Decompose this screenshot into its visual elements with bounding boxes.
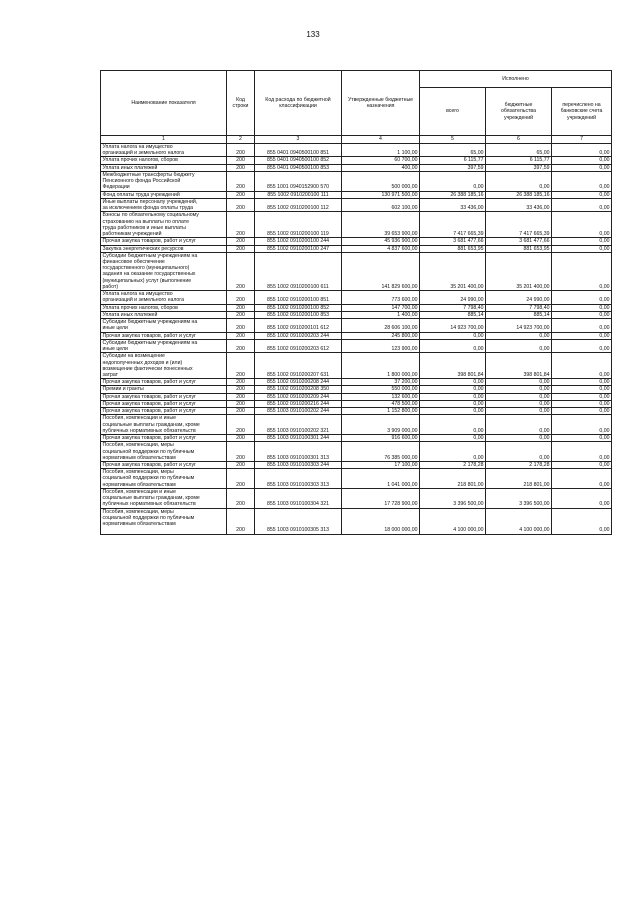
row-indicator-name: Прочая закупка товаров, работ и услуг [101, 332, 227, 339]
row-indicator-name: Прочая закупка товаров, работ и услуг [101, 462, 227, 469]
header-budget-classification-code: Код расхода по бюджетной классификации [255, 71, 342, 136]
row-classification-code: 855 1003 0910100304 321 [255, 488, 342, 508]
row-transferred-amount: 0,00 [552, 386, 612, 393]
column-number: 4 [342, 136, 420, 144]
row-budget-obligations: 6 115,77 [486, 157, 552, 164]
row-transferred-amount: 0,00 [552, 400, 612, 407]
row-line-code: 200 [227, 164, 255, 171]
row-transferred-amount: 0,00 [552, 198, 612, 211]
row-executed-total: 0,00 [420, 435, 486, 442]
table-row [101, 212, 612, 238]
row-budget-obligations: 0,00 [486, 442, 552, 462]
row-classification-code: 855 1002 0910200100 111 [255, 191, 342, 198]
table-row [101, 435, 612, 442]
row-line-code: 200 [227, 469, 255, 489]
row-line-code: 200 [227, 393, 255, 400]
row-classification-code: 855 1003 0910100301 244 [255, 435, 342, 442]
column-number: 3 [255, 136, 342, 144]
row-line-code: 200 [227, 191, 255, 198]
row-executed-total: 0,00 [420, 442, 486, 462]
row-indicator-name: Пособия, компенсации, меры социальной поддержки по публичным нормативным обязательствам [101, 442, 227, 462]
row-transferred-amount: 0,00 [552, 339, 612, 352]
row-budget-obligations: 885,14 [486, 311, 552, 318]
row-approved-amount: 28 606 100,00 [342, 319, 420, 332]
row-line-code: 200 [227, 386, 255, 393]
row-approved-amount: 39 653 900,00 [342, 212, 420, 238]
row-indicator-name: Субсидии бюджетным учреждениям на финансовое обеспечение государственного (муниципального) задания на оказание государственных (муниципальных) услуг (выполнение работ) [101, 252, 227, 290]
row-transferred-amount: 0,00 [552, 415, 612, 435]
row-executed-total: 65,00 [420, 144, 486, 157]
row-executed-total: 2 178,28 [420, 462, 486, 469]
row-budget-obligations: 0,00 [486, 393, 552, 400]
row-transferred-amount: 0,00 [552, 245, 612, 252]
row-budget-obligations: 218 801,00 [486, 469, 552, 489]
row-approved-amount: 602 100,00 [342, 198, 420, 211]
table-row [101, 304, 612, 311]
row-indicator-name: Пособия, компенсации, меры социальной поддержки по публичным нормативным обязательствам [101, 508, 227, 534]
row-classification-code: 855 1002 0910200100 119 [255, 212, 342, 238]
row-classification-code: 855 1002 0910200208 350 [255, 386, 342, 393]
row-executed-total: 3 681 477,66 [420, 238, 486, 245]
row-executed-total: 0,00 [420, 332, 486, 339]
row-approved-amount: 45 936 900,00 [342, 238, 420, 245]
table-header [101, 71, 612, 144]
row-executed-total: 14 923 700,00 [420, 319, 486, 332]
row-classification-code: 855 1002 0910200101 612 [255, 319, 342, 332]
row-classification-code: 855 1003 0910100305 313 [255, 508, 342, 534]
row-budget-obligations: 24 990,00 [486, 291, 552, 304]
row-indicator-name: Уплата прочих налогов, сборов [101, 304, 227, 311]
row-budget-obligations: 33 436,00 [486, 198, 552, 211]
table-row [101, 408, 612, 415]
header-executed-total: всего [420, 88, 486, 136]
row-approved-amount: 4 837 600,00 [342, 245, 420, 252]
row-approved-amount: 1 152 800,00 [342, 408, 420, 415]
row-transferred-amount: 0,00 [552, 191, 612, 198]
row-approved-amount: 18 000 000,00 [342, 508, 420, 534]
row-indicator-name: Прочая закупка товаров, работ и услуг [101, 238, 227, 245]
table-row [101, 386, 612, 393]
row-classification-code: 855 1002 0910200100 611 [255, 252, 342, 290]
column-number-row [101, 136, 612, 144]
row-budget-obligations: 397,59 [486, 164, 552, 171]
row-transferred-amount: 0,00 [552, 252, 612, 290]
row-executed-total: 0,00 [420, 171, 486, 191]
row-classification-code: 855 1002 0910200100 247 [255, 245, 342, 252]
row-budget-obligations: 3 396 500,00 [486, 488, 552, 508]
row-budget-obligations: 2 178,28 [486, 462, 552, 469]
row-approved-amount: 400,00 [342, 164, 420, 171]
table-row [101, 442, 612, 462]
row-executed-total: 26 388 185,16 [420, 191, 486, 198]
row-transferred-amount: 0,00 [552, 435, 612, 442]
row-transferred-amount: 0,00 [552, 304, 612, 311]
row-classification-code: 855 1002 0910200100 852 [255, 304, 342, 311]
row-indicator-name: Пособия, компенсации и иные социальные выплаты гражданам, кроме публичных нормативных обязательств [101, 488, 227, 508]
header-line-code: Код строки [227, 71, 255, 136]
row-executed-total: 881 653,95 [420, 245, 486, 252]
row-classification-code: 855 0401 0940500100 851 [255, 144, 342, 157]
row-budget-obligations: 0,00 [486, 379, 552, 386]
row-approved-amount: 1 100,00 [342, 144, 420, 157]
row-line-code: 200 [227, 319, 255, 332]
row-approved-amount: 773 600,00 [342, 291, 420, 304]
column-number: 6 [486, 136, 552, 144]
table-row [101, 469, 612, 489]
row-budget-obligations: 65,00 [486, 144, 552, 157]
row-indicator-name: Межбюджетные трансферты бюджету Пенсионного фонда Российской Федерации [101, 171, 227, 191]
row-indicator-name: Прочая закупка товаров, работ и услуг [101, 400, 227, 407]
row-approved-amount: 141 829 600,00 [342, 252, 420, 290]
row-executed-total: 0,00 [420, 400, 486, 407]
row-line-code: 200 [227, 508, 255, 534]
row-classification-code: 855 1003 0910100303 244 [255, 462, 342, 469]
row-executed-total: 3 396 500,00 [420, 488, 486, 508]
row-indicator-name: Уплата иных платежей [101, 164, 227, 171]
row-line-code: 200 [227, 245, 255, 252]
table-row [101, 157, 612, 164]
row-executed-total: 35 201 400,00 [420, 252, 486, 290]
row-indicator-name: Уплата налога на имущество организаций и земельного налога [101, 291, 227, 304]
table-row [101, 415, 612, 435]
row-budget-obligations: 0,00 [486, 415, 552, 435]
row-classification-code: 855 1003 0910100303 313 [255, 469, 342, 489]
row-approved-amount: 478 500,00 [342, 400, 420, 407]
table-row [101, 508, 612, 534]
row-indicator-name: Уплата прочих налогов, сборов [101, 157, 227, 164]
row-budget-obligations: 7 798,40 [486, 304, 552, 311]
row-indicator-name: Взносы по обязательному социальному страхованию на выплаты по оплате труда работников и иные выплаты работникам учреждений [101, 212, 227, 238]
row-approved-amount: 1 400,00 [342, 311, 420, 318]
row-executed-total: 0,00 [420, 408, 486, 415]
row-transferred-amount: 0,00 [552, 212, 612, 238]
row-executed-total: 24 990,00 [420, 291, 486, 304]
header-budget-obligations: бюджетные обязательства учреждений [486, 88, 552, 136]
table-row [101, 332, 612, 339]
table-row [101, 245, 612, 252]
row-line-code: 200 [227, 304, 255, 311]
row-indicator-name: Прочая закупка товаров, работ и услуг [101, 393, 227, 400]
page-number: 133 [306, 30, 320, 39]
row-classification-code: 855 1002 0910200208 244 [255, 379, 342, 386]
row-indicator-name: Премии и гранты [101, 386, 227, 393]
row-budget-obligations: 3 681 477,66 [486, 238, 552, 245]
row-executed-total: 0,00 [420, 339, 486, 352]
row-transferred-amount: 0,00 [552, 238, 612, 245]
row-transferred-amount: 0,00 [552, 508, 612, 534]
row-line-code: 200 [227, 171, 255, 191]
table-row [101, 191, 612, 198]
row-budget-obligations: 26 388 185,16 [486, 191, 552, 198]
row-approved-amount: 1 800 000,00 [342, 353, 420, 379]
row-classification-code: 855 1002 0910200216 244 [255, 400, 342, 407]
table-row [101, 353, 612, 379]
row-transferred-amount: 0,00 [552, 311, 612, 318]
row-approved-amount: 245 800,00 [342, 332, 420, 339]
table-row [101, 198, 612, 211]
row-line-code: 200 [227, 442, 255, 462]
table-row [101, 311, 612, 318]
row-classification-code: 855 1002 0910200203 244 [255, 332, 342, 339]
column-number: 2 [227, 136, 255, 144]
row-executed-total: 397,59 [420, 164, 486, 171]
row-executed-total: 7 417 665,39 [420, 212, 486, 238]
row-approved-amount: 17 100,00 [342, 462, 420, 469]
row-indicator-name: Субсидии бюджетным учреждениям на иные цели [101, 319, 227, 332]
row-line-code: 200 [227, 488, 255, 508]
table-row [101, 319, 612, 332]
row-approved-amount: 60 700,00 [342, 157, 420, 164]
table-row [101, 144, 612, 157]
row-line-code: 200 [227, 252, 255, 290]
row-indicator-name: Прочая закупка товаров, работ и услуг [101, 435, 227, 442]
column-number: 5 [420, 136, 486, 144]
row-transferred-amount: 0,00 [552, 379, 612, 386]
header-transferred-to-accounts: перечислено на банковские счета учреждений [552, 88, 612, 136]
row-budget-obligations: 14 923 700,00 [486, 319, 552, 332]
row-executed-total: 885,14 [420, 311, 486, 318]
row-line-code: 200 [227, 462, 255, 469]
row-budget-obligations: 0,00 [486, 408, 552, 415]
row-executed-total: 0,00 [420, 386, 486, 393]
row-transferred-amount: 0,00 [552, 291, 612, 304]
row-transferred-amount: 0,00 [552, 157, 612, 164]
row-transferred-amount: 0,00 [552, 319, 612, 332]
row-line-code: 200 [227, 400, 255, 407]
row-classification-code: 855 1003 0910100301 313 [255, 442, 342, 462]
row-line-code: 200 [227, 339, 255, 352]
row-budget-obligations: 398 801,84 [486, 353, 552, 379]
row-budget-obligations: 0,00 [486, 400, 552, 407]
row-budget-obligations: 0,00 [486, 171, 552, 191]
row-executed-total: 0,00 [420, 393, 486, 400]
table-row [101, 462, 612, 469]
row-indicator-name: Уплата налога на имущество организаций и земельного налога [101, 144, 227, 157]
row-executed-total: 4 100 000,00 [420, 508, 486, 534]
row-indicator-name: Уплата иных платежей [101, 311, 227, 318]
row-approved-amount: 132 600,00 [342, 393, 420, 400]
table-body [101, 144, 612, 535]
row-line-code: 200 [227, 198, 255, 211]
row-executed-total: 7 798,40 [420, 304, 486, 311]
table-row [101, 171, 612, 191]
row-budget-obligations: 0,00 [486, 386, 552, 393]
row-budget-obligations: 0,00 [486, 339, 552, 352]
row-indicator-name: Пособия, компенсации, меры социальной поддержки по публичным нормативным обязательствам [101, 469, 227, 489]
row-approved-amount: 17 728 900,00 [342, 488, 420, 508]
table-row [101, 291, 612, 304]
header-indicator-name: Наименование показателя [101, 71, 227, 136]
budget-execution-table [100, 70, 612, 535]
row-transferred-amount: 0,00 [552, 332, 612, 339]
row-indicator-name: Субсидии бюджетным учреждениям на иные цели [101, 339, 227, 352]
row-budget-obligations: 0,00 [486, 332, 552, 339]
row-indicator-name: Фонд оплаты труда учреждений [101, 191, 227, 198]
row-classification-code: 855 1003 0910100202 321 [255, 415, 342, 435]
table-row [101, 393, 612, 400]
table-row [101, 488, 612, 508]
row-transferred-amount: 0,00 [552, 144, 612, 157]
table-row [101, 339, 612, 352]
row-line-code: 200 [227, 379, 255, 386]
row-transferred-amount: 0,00 [552, 462, 612, 469]
row-line-code: 200 [227, 415, 255, 435]
row-transferred-amount: 0,00 [552, 469, 612, 489]
row-approved-amount: 37 200,00 [342, 379, 420, 386]
row-transferred-amount: 0,00 [552, 408, 612, 415]
row-line-code: 200 [227, 332, 255, 339]
row-transferred-amount: 0,00 [552, 442, 612, 462]
row-indicator-name: Иные выплаты персоналу учреждений, за исключением фонда оплаты труда [101, 198, 227, 211]
column-number: 1 [101, 136, 227, 144]
row-approved-amount: 1 041 000,00 [342, 469, 420, 489]
row-approved-amount: 916 600,00 [342, 435, 420, 442]
row-line-code: 200 [227, 291, 255, 304]
row-classification-code: 855 1002 0910200100 853 [255, 311, 342, 318]
row-classification-code: 855 1001 0940152900 570 [255, 171, 342, 191]
table-row [101, 238, 612, 245]
row-classification-code: 855 1002 0910200209 244 [255, 393, 342, 400]
row-executed-total: 0,00 [420, 379, 486, 386]
row-approved-amount: 130 971 500,00 [342, 191, 420, 198]
header-approved-appropriations: Утвержденные бюджетные назначения [342, 71, 420, 136]
row-classification-code: 855 1003 0910100202 244 [255, 408, 342, 415]
row-classification-code: 855 1002 0910200100 244 [255, 238, 342, 245]
row-classification-code: 855 1002 0910200100 851 [255, 291, 342, 304]
row-budget-obligations: 4 100 000,00 [486, 508, 552, 534]
row-transferred-amount: 0,00 [552, 164, 612, 171]
row-approved-amount: 3 909 000,00 [342, 415, 420, 435]
row-budget-obligations: 0,00 [486, 435, 552, 442]
row-classification-code: 855 1002 0910200203 612 [255, 339, 342, 352]
column-number: 7 [552, 136, 612, 144]
row-line-code: 200 [227, 238, 255, 245]
row-indicator-name: Закупка энергетических ресурсов [101, 245, 227, 252]
row-transferred-amount: 0,00 [552, 393, 612, 400]
header-executed-group: Исполнено [420, 71, 612, 88]
row-indicator-name: Прочая закупка товаров, работ и услуг [101, 379, 227, 386]
row-line-code: 200 [227, 311, 255, 318]
row-transferred-amount: 0,00 [552, 488, 612, 508]
row-line-code: 200 [227, 144, 255, 157]
row-executed-total: 398 801,84 [420, 353, 486, 379]
row-executed-total: 0,00 [420, 415, 486, 435]
row-approved-amount: 76 385 000,00 [342, 442, 420, 462]
table-row [101, 164, 612, 171]
row-line-code: 200 [227, 408, 255, 415]
row-classification-code: 855 1002 0910200207 631 [255, 353, 342, 379]
row-transferred-amount: 0,00 [552, 171, 612, 191]
row-indicator-name: Прочая закупка товаров, работ и услуг [101, 408, 227, 415]
row-classification-code: 855 0401 0940500100 852 [255, 157, 342, 164]
row-approved-amount: 500 000,00 [342, 171, 420, 191]
row-executed-total: 6 115,77 [420, 157, 486, 164]
row-line-code: 200 [227, 212, 255, 238]
row-budget-obligations: 7 417 665,39 [486, 212, 552, 238]
table-row [101, 400, 612, 407]
row-budget-obligations: 35 201 400,00 [486, 252, 552, 290]
table-row [101, 379, 612, 386]
row-classification-code: 855 1002 0910200100 112 [255, 198, 342, 211]
row-approved-amount: 550 000,00 [342, 386, 420, 393]
row-line-code: 200 [227, 157, 255, 164]
row-approved-amount: 123 900,00 [342, 339, 420, 352]
row-transferred-amount: 0,00 [552, 353, 612, 379]
row-executed-total: 33 436,00 [420, 198, 486, 211]
row-approved-amount: 147 700,00 [342, 304, 420, 311]
row-line-code: 200 [227, 353, 255, 379]
row-executed-total: 218 801,00 [420, 469, 486, 489]
row-indicator-name: Субсидии на возмещение недополученных доходов и (или) возмещение фактически понесенных затрат [101, 353, 227, 379]
row-budget-obligations: 881 653,95 [486, 245, 552, 252]
row-line-code: 200 [227, 435, 255, 442]
row-indicator-name: Пособия, компенсации и иные социальные выплаты гражданам, кроме публичных нормативных обязательств [101, 415, 227, 435]
row-classification-code: 855 0401 0940500100 853 [255, 164, 342, 171]
table-row [101, 252, 612, 290]
